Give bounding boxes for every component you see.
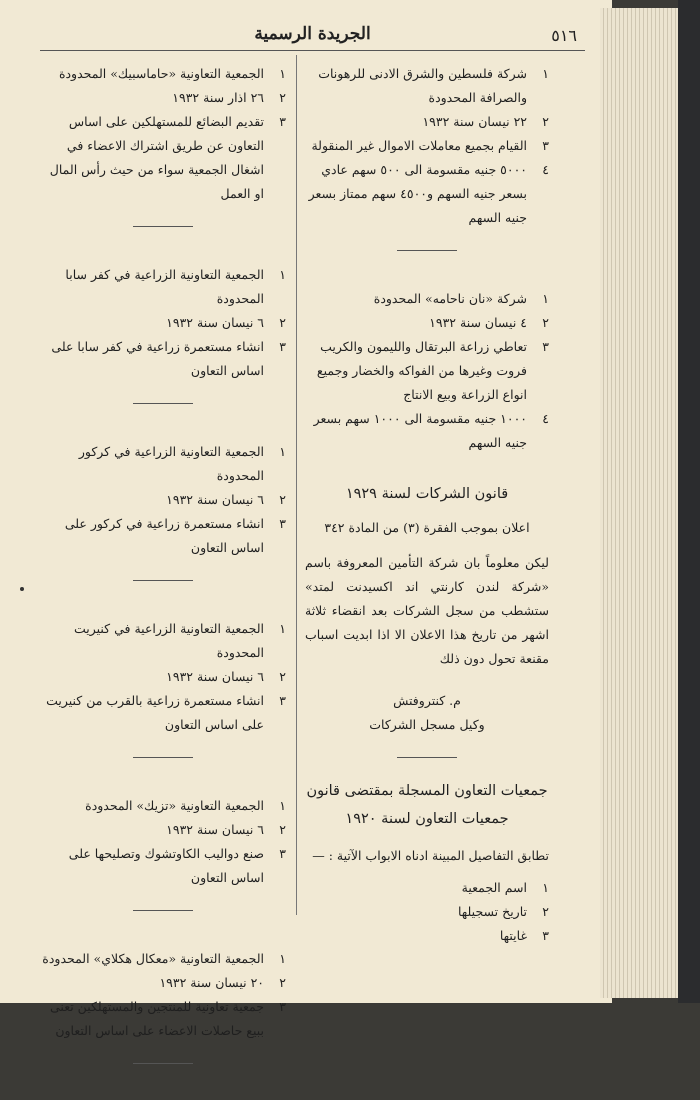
item-text: ٦ نيسان سنة ١٩٣٢ — [166, 822, 264, 837]
company-entry-2 — [305, 287, 549, 455]
list-item — [305, 335, 549, 407]
notice-title: اعلان بموجب الفقرة (٣) من المادة ٣٤٢ — [324, 520, 530, 535]
item-text: ١٠٠٠ جنيه مقسومة الى ١٠٠٠ سهم بسعر جنيه السهم — [313, 411, 527, 450]
item-number: ١ — [279, 444, 286, 459]
item-number: ٢ — [279, 669, 286, 684]
item-number: ١ — [279, 267, 286, 282]
list-item — [305, 900, 549, 924]
item-text: ٢٢ نيسان سنة ١٩٣٢ — [422, 114, 527, 129]
separator — [397, 757, 457, 758]
item-number: ٢ — [279, 90, 286, 105]
list-item — [305, 311, 549, 335]
list-item — [40, 794, 286, 818]
item-number: ٢ — [542, 114, 549, 129]
list-item — [40, 995, 286, 1043]
item-number: ١ — [542, 880, 549, 895]
left-column — [40, 62, 286, 1100]
item-number: ٢ — [279, 822, 286, 837]
ink-dot — [20, 587, 24, 591]
coop-intro: تطابق التفاصيل المبينة ادناه الابواب الآتية : — — [312, 848, 549, 863]
society-entry — [40, 440, 286, 560]
item-text: الجمعية التعاونية الزراعية في كركور المحدودة — [78, 444, 264, 483]
separator — [133, 910, 193, 911]
item-number: ١ — [542, 291, 549, 306]
item-number: ٣ — [279, 846, 286, 861]
item-text: تاريخ تسجيلها — [457, 904, 527, 919]
item-number: ٢ — [279, 315, 286, 330]
page-number: ٥١٦ — [551, 26, 577, 45]
item-text: ٢٠ نيسان سنة ١٩٣٢ — [159, 975, 264, 990]
item-number: ٤ — [542, 411, 549, 426]
item-number: ٣ — [542, 339, 549, 354]
item-text: الجمعية التعاونية «تزيك» المحدودة — [85, 798, 264, 813]
list-item — [40, 440, 286, 488]
list-item — [40, 842, 286, 890]
item-text: غايتها — [499, 928, 527, 943]
society-entry — [40, 62, 286, 206]
item-text: شركة «نان ناحامه» المحدودة — [373, 291, 527, 306]
list-item — [305, 134, 549, 158]
company-entry-1 — [305, 62, 549, 230]
list-item — [40, 311, 286, 335]
item-number: ٢ — [542, 904, 549, 919]
list-item — [40, 617, 286, 665]
right-column — [305, 62, 549, 948]
list-item — [40, 488, 286, 512]
page-title: الجريدة الرسمية — [254, 24, 371, 44]
item-text: انشاء مستعمرة زراعية في كركور على اساس التعاون — [64, 516, 264, 555]
coop-title-line-1: جمعيات التعاون المسجلة بمقتضى قانون — [306, 783, 548, 799]
separator — [133, 1063, 193, 1064]
list-item — [40, 335, 286, 383]
list-item — [40, 62, 286, 86]
item-number: ١ — [542, 66, 549, 81]
item-number: ٣ — [542, 928, 549, 943]
list-item — [305, 287, 549, 311]
item-text: الجمعية التعاونية «حاماسبيك» المحدودة — [58, 66, 264, 81]
society-entry — [40, 794, 286, 890]
page-edges — [600, 8, 678, 998]
item-number: ٣ — [279, 999, 286, 1014]
list-item — [40, 110, 286, 206]
separator — [133, 403, 193, 404]
item-text: ٦ نيسان سنة ١٩٣٢ — [166, 315, 264, 330]
item-number: ٢ — [279, 492, 286, 507]
list-item — [40, 512, 286, 560]
item-number: ٣ — [279, 516, 286, 531]
list-item — [40, 665, 286, 689]
item-text: القيام بجميع معاملات الاموال غير المنقولة — [311, 138, 527, 153]
column-divider — [296, 55, 297, 915]
item-text: تعاطي زراعة البرتقال والليمون والكريب فروت وغيرها من الفواكه والخضار وجميع انواع الزراعة وبيع الانتاج — [316, 339, 527, 402]
list-item — [305, 62, 549, 110]
separator — [133, 580, 193, 581]
item-number: ٢ — [279, 975, 286, 990]
item-text: انشاء مستعمرة زراعية بالقرب من كنيريت على اساس التعاون — [46, 693, 264, 732]
item-number: ٣ — [542, 138, 549, 153]
separator — [397, 250, 457, 251]
item-text: ٦ نيسان سنة ١٩٣٢ — [166, 669, 264, 684]
item-text: اسم الجمعية — [461, 880, 527, 895]
society-entry — [40, 947, 286, 1043]
notice-text: ليكن معلوماً بان شركة التأمين المعروفة باسم «شركة لندن كارنتي اند اكسيدنت لمتد» ستشطب من سجل الشركات بعد انقضاء ثلاثة اشهر من تاريخ هذا الاعلان الا اذا ابديت اسباب مقنعة تحول دون ذلك — [305, 555, 549, 666]
item-number: ٣ — [279, 339, 286, 354]
list-item — [40, 818, 286, 842]
item-text: الجمعية التعاونية الزراعية في كفر سابا المحدودة — [65, 267, 264, 306]
list-item — [40, 689, 286, 737]
item-number: ١ — [279, 621, 286, 636]
list-item — [305, 110, 549, 134]
list-item — [40, 971, 286, 995]
book-cover — [678, 0, 700, 1003]
society-entry — [40, 617, 286, 737]
item-text: ٤ نيسان سنة ١٩٣٢ — [429, 315, 527, 330]
item-number: ٣ — [279, 693, 286, 708]
list-item — [305, 876, 549, 900]
item-number: ٤ — [542, 162, 549, 177]
signature-block — [305, 689, 549, 737]
signature-role: وكيل مسجل الشركات — [369, 717, 485, 732]
list-item — [40, 947, 286, 971]
society-entry — [40, 263, 286, 383]
item-text: الجمعية التعاونية الزراعية في كنيريت المحدودة — [73, 621, 264, 660]
law-title: قانون الشركات لسنة ١٩٢٩ — [345, 486, 509, 502]
coop-title-line-2: جمعيات التعاون لسنة ١٩٢٠ — [345, 811, 509, 827]
list-item — [40, 263, 286, 311]
item-text: ٥٠٠٠ جنيه مقسومة الى ٥٠٠ سهم عادي بسعر جنيه السهم و٤٥٠٠ سهم ممتاز بسعر جنيه السهم — [308, 162, 527, 225]
item-text: انشاء مستعمرة زراعية في كفر سابا على اساس التعاون — [51, 339, 264, 378]
item-number: ٢ — [542, 315, 549, 330]
list-item — [305, 924, 549, 948]
list-item — [305, 407, 549, 455]
item-text: صنع دواليب الكاوتشوك وتصليحها على اساس التعاون — [68, 846, 264, 885]
item-text: جمعية تعاونية للمنتجين والمستهلكين تعنى ببيع حاصلات الاعضاء على اساس التعاون — [50, 999, 264, 1038]
item-text: ٦ نيسان سنة ١٩٣٢ — [166, 492, 264, 507]
separator — [133, 757, 193, 758]
page-header — [40, 24, 585, 51]
item-number: ١ — [279, 66, 286, 81]
item-text: الجمعية التعاونية «معكال هكلاي» المحدودة — [42, 951, 264, 966]
item-number: ١ — [279, 951, 286, 966]
item-text: تقديم البضائع للمستهلكين على اساس التعاون عن طريق اشتراك الاعضاء في اشغال الجمعية سواء من حيث رأس المال او العمل — [49, 114, 264, 201]
item-text: شركة فلسطين والشرق الادنى للرهونات والصرافة المحدودة — [318, 66, 527, 105]
coop-keys-list — [305, 876, 549, 948]
item-number: ١ — [279, 798, 286, 813]
list-item — [40, 86, 286, 110]
item-number: ٣ — [279, 114, 286, 129]
signature-name: م. كنتروفتش — [393, 693, 461, 708]
separator — [133, 226, 193, 227]
item-text: ٢٦ اذار سنة ١٩٣٢ — [172, 90, 264, 105]
list-item — [305, 158, 549, 230]
